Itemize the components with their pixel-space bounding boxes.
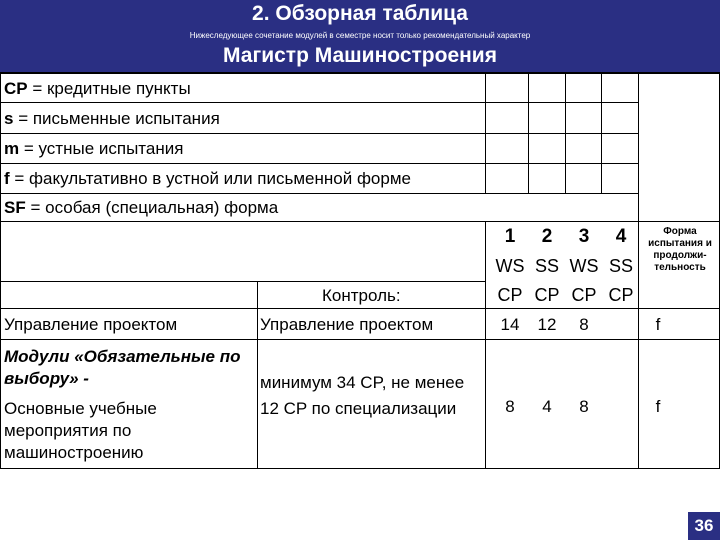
semester-1: 1 [504, 226, 516, 247]
row-1-module: Управление проектом [4, 315, 178, 334]
semester-4: 4 [615, 226, 627, 247]
row-2-value-3: 8 [579, 397, 589, 416]
semester-2: 2 [541, 226, 553, 247]
semester-3: 3 [578, 226, 590, 247]
row-2-control: минимум 34 CP, не менее 12 CP по специализации [260, 373, 465, 418]
page-subtitle: Нижеследующее сочетание модулей в семестре носит только рекомендательный характер [189, 31, 531, 40]
form-header: Форма испытания и продолжи-тельность [648, 226, 712, 273]
control-label: Контроль: [322, 286, 401, 305]
unit-1: CP [497, 285, 523, 305]
unit-3: CP [571, 285, 597, 305]
legend-m: m = устные испытания [4, 139, 184, 158]
page-title: 2. Обзорная таблица [252, 2, 468, 25]
semester-type-1: WS [495, 256, 525, 276]
legend-f: f = факультативно в устной или письменной форме [4, 169, 411, 188]
row-1-value-2: 12 [537, 315, 557, 334]
row-2-module-heading: Модули «Обязательные по выбору» - [4, 347, 241, 388]
row-1-form: f [655, 315, 661, 334]
legend-cp: CP = кредитные пункты [4, 79, 191, 98]
row-2-value-1: 8 [505, 397, 515, 416]
page-number: 36 [688, 512, 720, 540]
row-2-form: f [655, 397, 661, 416]
header-bar [0, 0, 720, 72]
semester-type-2: SS [534, 256, 559, 276]
unit-4: CP [608, 285, 634, 305]
legend-sf: SF = особая (специальная) форма [4, 198, 279, 217]
row-1-control: Управление проектом [260, 315, 434, 334]
legend-s: s = письменные испытания [4, 109, 220, 128]
row-1-value-1: 14 [500, 315, 520, 334]
row-1-value-3: 8 [579, 315, 589, 334]
unit-2: CP [534, 285, 560, 305]
row-2-module: Основные учебные мероприятия по машиностроению [4, 399, 157, 462]
semester-type-4: SS [608, 256, 633, 276]
semester-type-3: WS [569, 256, 599, 276]
program-title: Магистр Машиностроения [223, 44, 497, 67]
row-2-value-2: 4 [542, 397, 552, 416]
